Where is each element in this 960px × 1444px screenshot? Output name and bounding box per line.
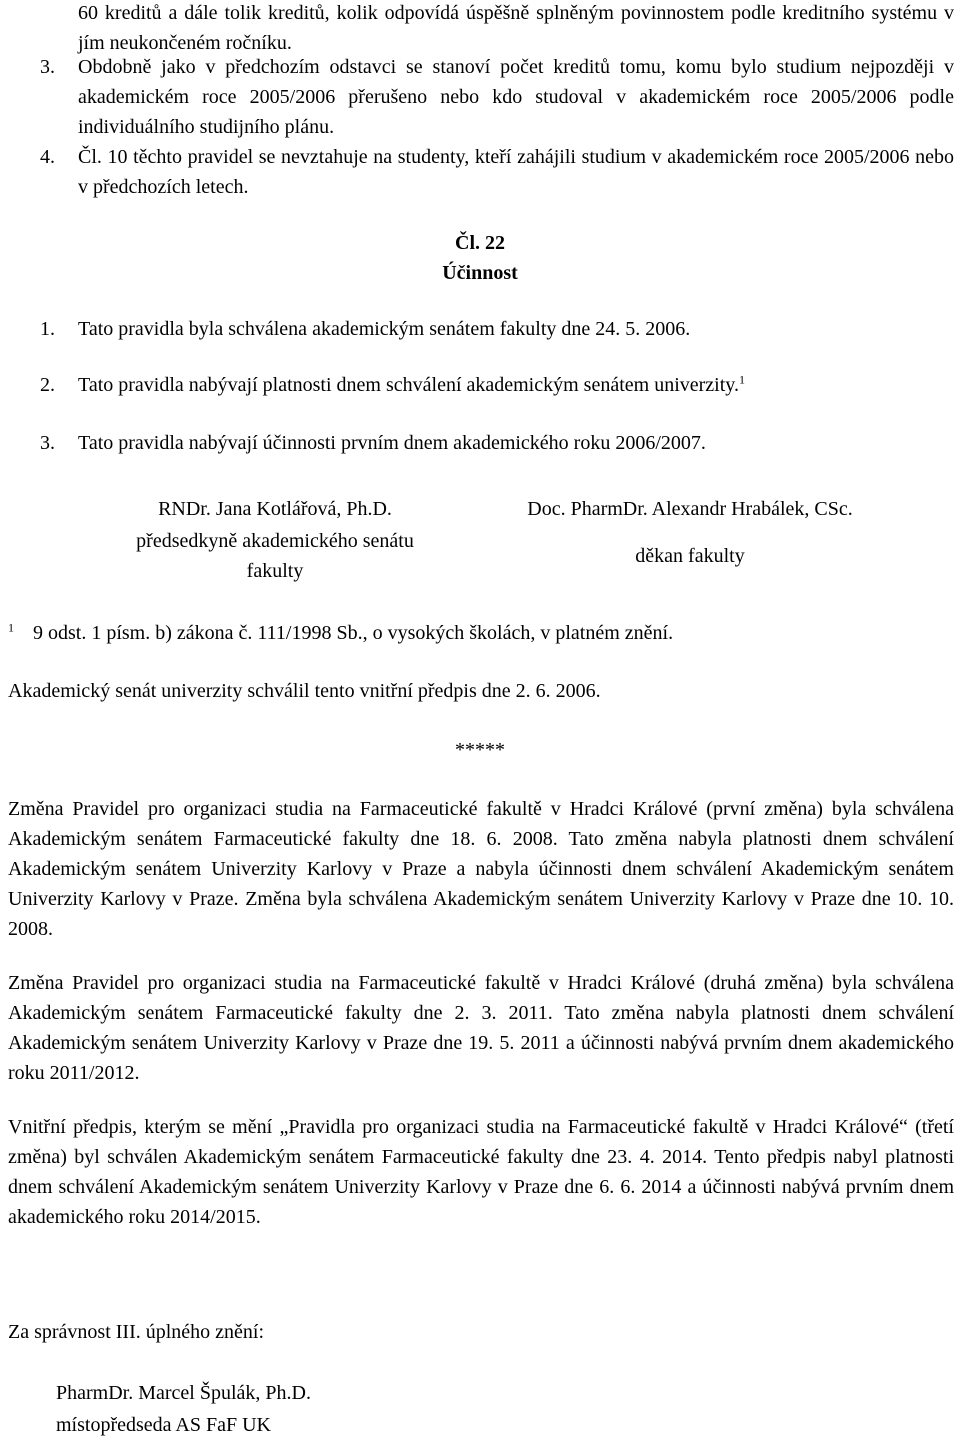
article-title: Účinnost [442,262,518,284]
footnote [8,618,673,648]
certification-name: PharmDr. Marcel Špulák, Ph.D. [56,1382,311,1404]
amendment-1: Změna Pravidel pro organizaci studia na Farmaceutické fakultě v Hradci Králové (první změna) byla schválena Akademickým senátem Farmaceutické fakulty dne 18. 6. 2008. Tato změna nabyla platnosti dnem schválení Akademickým senátem Univerzity Karlovy v Praze a nabyla účinnosti dnem schválení Akademickým senátem Univerzity Karlovy v Praze. Změna byla schválena Akademickým senátem Univerzity Karlovy v Praze dne 10. 10. 2008. [8,798,954,940]
effect-item-1-number: 1. [40,318,55,340]
footnote-text: 9 odst. 1 písm. b) zákona č. 111/1998 Sb., o vysokých školách, v platném znění. [33,622,674,644]
signature-left-role-line2: fakulty [246,560,304,582]
amendment-3: Vnitřní předpis, kterým se mění „Pravidla pro organizaci studia na Farmaceutické fakultě v Hradci Králové“ (třetí změna) byl schválen Akademickým senátem Farmaceutické fakulty dne 23. 4. 2014. Tento předpis nabyl platnosti dnem schválení Akademickým senátem Univerzity Karlovy v Praze dne 6. 6. 2014 a účinnosti nabývá prvním dnem akademického roku 2014/2015. [8,1116,954,1228]
signature-left-role-line1: předsedkyně akademického senátu [136,530,414,552]
certification-role: místopředseda AS FaF UK [56,1414,271,1436]
item3-number: 3. [40,56,55,78]
effect-item-3-text: Tato pravidla nabývají účinnosti prvním dnem akademického roku 2006/2007. [78,432,706,454]
item4-text: Čl. 10 těchto pravidel se nevztahuje na studenty, kteří zahájili studium v akademickém roce 2005/2006 nebo v předchozích letech. [78,146,954,198]
separator: ***** [455,739,505,761]
effect-item-3-number: 3. [40,432,55,454]
item4-number: 4. [40,146,55,168]
item2-continuation: 60 kreditů a dále tolik kreditů, kolik odpovídá úspěšně splněným povinnostem podle kreditního systému v jím neukončeném ročníku. [78,2,954,54]
footnote-mark: 1 [8,620,14,635]
item3-text: Obdobně jako v předchozím odstavci se stanoví počet kreditů tomu, komu bylo studium nejpozději v akademickém roce 2005/2006 přerušeno nebo kdo studoval v akademickém roce 2005/2006 podle individuálního studijního plánu. [78,56,954,138]
effect-item-1-text: Tato pravidla byla schválena akademickým senátem fakulty dne 24. 5. 2006. [78,318,691,340]
certification-label: Za správnost III. úplného znění: [8,1321,265,1343]
article-number: Čl. 22 [455,232,505,254]
signature-left-name: RNDr. Jana Kotlářová, Ph.D. [158,498,392,520]
senate-approval: Akademický senát univerzity schválil tento vnitřní předpis dne 2. 6. 2006. [8,680,601,702]
effect-item-2-text: Tato pravidla nabývají platnosti dnem schválení akademickým senátem univerzity. [78,374,739,396]
amendment-2: Změna Pravidel pro organizaci studia na Farmaceutické fakultě v Hradci Králové (druhá změna) byla schválena Akademickým senátem Farmaceutické fakulty dne 2. 3. 2011. Tato změna nabyla platnosti dnem schválení Akademickým senátem Univerzity Karlovy v Praze dne 19. 5. 2011 a účinnosti nabývá prvním dnem akademického roku 2011/2012. [8,972,954,1084]
signature-left [60,494,490,586]
signature-right [470,494,910,571]
signature-right-name: Doc. PharmDr. Alexandr Hrabálek, CSc. [527,498,853,520]
effect-item-2 [78,370,954,400]
signature-right-role: děkan fakulty [635,545,745,567]
footnote-reference[interactable]: 1 [739,372,745,387]
effect-item-2-number: 2. [40,374,55,396]
